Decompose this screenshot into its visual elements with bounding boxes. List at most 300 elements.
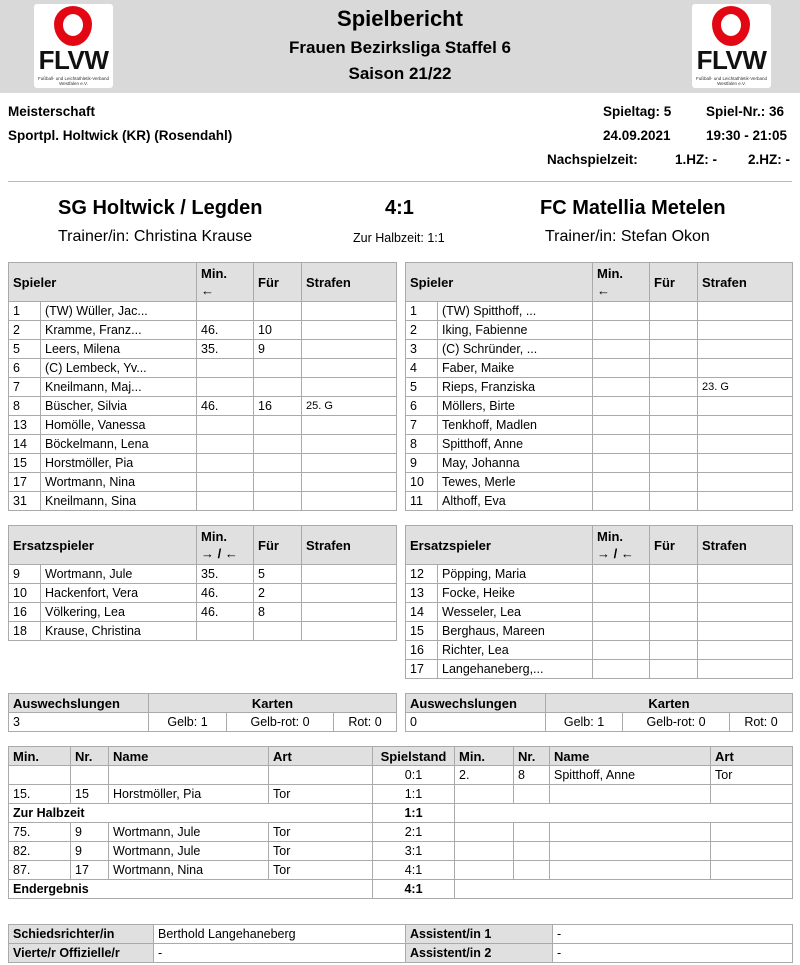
min-header: Min. → / ← <box>593 526 650 565</box>
player-for <box>650 378 698 397</box>
player-name: Wortmann, Jule <box>41 565 197 584</box>
player-row <box>406 435 793 454</box>
player-minute <box>593 603 650 622</box>
event-nr <box>71 766 109 785</box>
player-row <box>9 302 397 321</box>
logo-subtext: Fußball- und Leichtathletik-Verband Westfalen e.V. <box>37 76 110 86</box>
player-minute <box>197 416 254 435</box>
event-aname <box>550 842 711 861</box>
player-name: Berghaus, Mareen <box>438 622 593 641</box>
player-row <box>9 435 397 454</box>
event-row <box>9 785 793 804</box>
player-name: Kneilmann, Maj... <box>41 378 197 397</box>
officials-table <box>8 924 793 963</box>
event-row <box>9 766 793 785</box>
player-row <box>406 473 793 492</box>
player-minute <box>593 641 650 660</box>
event-row <box>9 880 793 899</box>
player-minute <box>593 435 650 454</box>
player-row <box>9 340 397 359</box>
player-penalty <box>698 302 793 321</box>
home-subs-table <box>8 525 397 641</box>
player-name: Horstmöller, Pia <box>41 454 197 473</box>
event-art: Tor <box>269 842 373 861</box>
player-number: 16 <box>9 603 41 622</box>
match-number: Spiel-Nr.: 36 <box>706 104 785 119</box>
player-for <box>254 492 302 511</box>
event-score: 2:1 <box>373 823 455 842</box>
player-name: Böckelmann, Lena <box>41 435 197 454</box>
player-name: Spitthoff, Anne <box>438 435 593 454</box>
away-players-table <box>405 262 793 511</box>
player-number: 10 <box>9 584 41 603</box>
for-header: Für <box>650 526 698 565</box>
event-anr <box>514 842 550 861</box>
player-name: Wortmann, Nina <box>41 473 197 492</box>
player-penalty <box>698 473 793 492</box>
player-name: Büscher, Silvia <box>41 397 197 416</box>
player-row <box>406 492 793 511</box>
player-minute: 46. <box>197 397 254 416</box>
event-row <box>9 842 793 861</box>
report-header <box>0 0 800 93</box>
referee-name: Berthold Langehaneberg <box>154 925 406 944</box>
red-cards: Rot: 0 <box>730 713 793 732</box>
event-score: 1:1 <box>373 785 455 804</box>
player-penalty <box>302 378 397 397</box>
player-row <box>406 660 793 679</box>
substitutions-header: Auswechslungen <box>406 694 546 713</box>
event-empty <box>455 880 793 899</box>
yellow-cards: Gelb: 1 <box>149 713 227 732</box>
player-number: 12 <box>406 565 438 584</box>
event-name <box>109 766 269 785</box>
player-for <box>650 584 698 603</box>
event-amin: 2. <box>455 766 514 785</box>
event-score: 4:1 <box>373 861 455 880</box>
event-aart <box>711 861 793 880</box>
player-row <box>9 473 397 492</box>
player-number: 1 <box>406 302 438 321</box>
player-penalty <box>698 492 793 511</box>
player-name: Tewes, Merle <box>438 473 593 492</box>
player-for <box>254 454 302 473</box>
event-name: Wortmann, Nina <box>109 861 269 880</box>
player-name: Althoff, Eva <box>438 492 593 511</box>
player-for: 9 <box>254 340 302 359</box>
player-for <box>650 397 698 416</box>
player-for: 2 <box>254 584 302 603</box>
player-number: 10 <box>406 473 438 492</box>
player-name: Hackenfort, Vera <box>41 584 197 603</box>
logo-subtext: Fußball- und Leichtathletik-Verband Westfalen e.V. <box>695 76 768 86</box>
player-for <box>254 435 302 454</box>
player-name: Langehaneberg,... <box>438 660 593 679</box>
player-name: May, Johanna <box>438 454 593 473</box>
player-row <box>9 622 397 641</box>
nr-header: Nr. <box>514 747 550 766</box>
event-label: Endergebnis <box>9 880 373 899</box>
player-penalty <box>302 435 397 454</box>
min-header: Min. <box>9 747 71 766</box>
player-for <box>650 302 698 321</box>
event-score: 1:1 <box>373 804 455 823</box>
player-for <box>254 378 302 397</box>
player-number: 3 <box>406 340 438 359</box>
player-minute <box>197 622 254 641</box>
player-penalty <box>698 454 793 473</box>
player-for: 10 <box>254 321 302 340</box>
player-number: 17 <box>9 473 41 492</box>
player-penalty <box>302 302 397 321</box>
player-for <box>254 622 302 641</box>
penalties-header: Strafen <box>302 526 397 565</box>
player-penalty <box>698 340 793 359</box>
nr-header: Nr. <box>71 747 109 766</box>
event-aname <box>550 785 711 804</box>
event-min: 87. <box>9 861 71 880</box>
venue: Sportpl. Holtwick (KR) (Rosendahl) <box>8 128 233 143</box>
player-row <box>9 454 397 473</box>
player-number: 6 <box>9 359 41 378</box>
player-penalty <box>302 622 397 641</box>
event-amin <box>455 842 514 861</box>
player-penalty <box>698 660 793 679</box>
yellow-cards: Gelb: 1 <box>546 713 623 732</box>
event-nr: 15 <box>71 785 109 804</box>
player-penalty <box>302 340 397 359</box>
season: Saison 21/22 <box>348 64 452 83</box>
player-for <box>650 622 698 641</box>
player-minute <box>593 660 650 679</box>
yellow-red-cards: Gelb-rot: 0 <box>227 713 334 732</box>
player-minute: 46. <box>197 603 254 622</box>
event-score: 0:1 <box>373 766 455 785</box>
event-anr <box>514 861 550 880</box>
player-row <box>406 321 793 340</box>
player-name: Richter, Lea <box>438 641 593 660</box>
player-name: Krause, Christina <box>41 622 197 641</box>
event-nr: 17 <box>71 861 109 880</box>
player-minute: 35. <box>197 340 254 359</box>
player-row <box>406 565 793 584</box>
player-penalty <box>698 641 793 660</box>
final-score: 4:1 <box>385 197 414 219</box>
player-row <box>406 302 793 321</box>
player-name: Wesseler, Lea <box>438 603 593 622</box>
event-name: Horstmöller, Pia <box>109 785 269 804</box>
red-cards: Rot: 0 <box>334 713 397 732</box>
player-number: 18 <box>9 622 41 641</box>
player-for <box>650 603 698 622</box>
player-name: Faber, Maike <box>438 359 593 378</box>
player-name: Kneilmann, Sina <box>41 492 197 511</box>
players-header: Spieler <box>406 263 593 302</box>
event-nr: 9 <box>71 823 109 842</box>
player-minute <box>593 473 650 492</box>
player-name: Völkering, Lea <box>41 603 197 622</box>
player-penalty <box>698 359 793 378</box>
away-team-name: FC Matellia Metelen <box>540 197 726 219</box>
penalties-header: Strafen <box>698 526 793 565</box>
player-penalty <box>302 321 397 340</box>
event-aname <box>550 823 711 842</box>
player-minute <box>197 473 254 492</box>
player-row <box>9 359 397 378</box>
player-minute <box>593 454 650 473</box>
assistant2-label: Assistent/in 2 <box>406 944 553 963</box>
player-penalty <box>302 416 397 435</box>
player-minute <box>593 321 650 340</box>
player-minute: 35. <box>197 565 254 584</box>
player-for <box>650 454 698 473</box>
player-for: 8 <box>254 603 302 622</box>
event-art: Tor <box>269 861 373 880</box>
player-for <box>650 473 698 492</box>
first-half-extra: 1.HZ: - <box>675 152 717 167</box>
player-minute <box>197 454 254 473</box>
player-number: 14 <box>406 603 438 622</box>
event-score: 3:1 <box>373 842 455 861</box>
halftime-score: Zur Halbzeit: 1:1 <box>353 231 445 245</box>
player-number: 9 <box>406 454 438 473</box>
player-penalty <box>302 565 397 584</box>
substitutions-count: 0 <box>406 713 546 732</box>
penalties-header: Strafen <box>698 263 793 302</box>
player-number: 5 <box>406 378 438 397</box>
player-number: 8 <box>406 435 438 454</box>
player-number: 13 <box>9 416 41 435</box>
player-name: Kramme, Franz... <box>41 321 197 340</box>
player-for <box>254 416 302 435</box>
event-aart <box>711 785 793 804</box>
player-minute <box>593 359 650 378</box>
player-for <box>650 340 698 359</box>
player-for <box>254 473 302 492</box>
player-name: Tenkhoff, Madlen <box>438 416 593 435</box>
player-for <box>650 359 698 378</box>
for-header: Für <box>650 263 698 302</box>
player-name: Focke, Heike <box>438 584 593 603</box>
extra-time-label: Nachspielzeit: <box>547 152 638 167</box>
player-minute <box>197 435 254 454</box>
event-score: 4:1 <box>373 880 455 899</box>
player-penalty <box>302 473 397 492</box>
player-penalty <box>698 321 793 340</box>
events-table <box>8 746 793 899</box>
player-row <box>406 416 793 435</box>
player-row <box>9 397 397 416</box>
match-time: 19:30 - 21:05 <box>706 128 788 143</box>
for-header: Für <box>254 263 302 302</box>
player-name: (C) Schründer, ... <box>438 340 593 359</box>
player-row <box>406 622 793 641</box>
event-min: 82. <box>9 842 71 861</box>
player-minute: 46. <box>197 584 254 603</box>
player-number: 6 <box>406 397 438 416</box>
event-min <box>9 766 71 785</box>
player-for <box>254 302 302 321</box>
event-anr <box>514 823 550 842</box>
standing-header: Spielstand <box>373 747 455 766</box>
player-name: Homölle, Vanessa <box>41 416 197 435</box>
player-number: 2 <box>406 321 438 340</box>
player-penalty <box>302 584 397 603</box>
player-number: 7 <box>406 416 438 435</box>
away-trainer: Trainer/in: Stefan Okon <box>545 228 710 245</box>
logo-text: FLVW <box>696 45 767 75</box>
player-minute <box>197 359 254 378</box>
min-header: Min. → / ← <box>197 526 254 565</box>
page-title: Spielbericht <box>337 6 463 31</box>
player-penalty: 25. G <box>302 397 397 416</box>
players-header: Spieler <box>9 263 197 302</box>
event-aname: Spitthoff, Anne <box>550 766 711 785</box>
event-amin <box>455 861 514 880</box>
player-for <box>650 416 698 435</box>
substitutions-count: 3 <box>9 713 149 732</box>
player-for: 5 <box>254 565 302 584</box>
event-aart: Tor <box>711 766 793 785</box>
player-minute <box>593 340 650 359</box>
subs-header: Ersatzspieler <box>406 526 593 565</box>
player-penalty <box>698 584 793 603</box>
cards-header: Karten <box>149 694 397 713</box>
substitutions-header: Auswechslungen <box>9 694 149 713</box>
event-amin <box>455 823 514 842</box>
event-aart <box>711 823 793 842</box>
player-row <box>406 359 793 378</box>
event-empty <box>455 804 793 823</box>
home-cards-table <box>8 693 397 732</box>
event-name: Wortmann, Jule <box>109 823 269 842</box>
assistant1-name: - <box>553 925 793 944</box>
player-number: 8 <box>9 397 41 416</box>
player-minute <box>593 416 650 435</box>
player-row <box>406 603 793 622</box>
event-nr: 9 <box>71 842 109 861</box>
away-cards-table <box>405 693 793 732</box>
name-header: Name <box>109 747 269 766</box>
fourth-official-name: - <box>154 944 406 963</box>
player-number: 11 <box>406 492 438 511</box>
player-row <box>406 378 793 397</box>
type-header: Art <box>269 747 373 766</box>
for-header: Für <box>254 526 302 565</box>
player-name: Möllers, Birte <box>438 397 593 416</box>
event-aname <box>550 861 711 880</box>
player-for <box>650 492 698 511</box>
yellow-red-cards: Gelb-rot: 0 <box>623 713 730 732</box>
player-penalty <box>698 435 793 454</box>
player-minute <box>593 302 650 321</box>
event-anr <box>514 785 550 804</box>
player-number: 2 <box>9 321 41 340</box>
match-date: 24.09.2021 <box>603 128 671 143</box>
player-row <box>9 321 397 340</box>
player-name: (C) Lembeck, Yv... <box>41 359 197 378</box>
player-name: (TW) Wüller, Jac... <box>41 302 197 321</box>
league-name: Frauen Bezirksliga Staffel 6 <box>288 38 512 57</box>
event-min: 15. <box>9 785 71 804</box>
player-name: Iking, Fabienne <box>438 321 593 340</box>
player-minute: 46. <box>197 321 254 340</box>
player-penalty <box>302 603 397 622</box>
player-row <box>9 416 397 435</box>
event-label: Zur Halbzeit <box>9 804 373 823</box>
player-row <box>406 397 793 416</box>
player-minute <box>197 378 254 397</box>
home-players-table <box>8 262 397 511</box>
event-row <box>9 861 793 880</box>
event-aart <box>711 842 793 861</box>
event-art <box>269 766 373 785</box>
subs-header: Ersatzspieler <box>9 526 197 565</box>
player-penalty <box>698 397 793 416</box>
assistant2-name: - <box>553 944 793 963</box>
competition: Meisterschaft <box>8 104 96 119</box>
player-number: 15 <box>406 622 438 641</box>
player-penalty: 23. G <box>698 378 793 397</box>
event-min: 75. <box>9 823 71 842</box>
player-for <box>650 565 698 584</box>
player-penalty <box>698 603 793 622</box>
player-minute <box>593 622 650 641</box>
player-number: 13 <box>406 584 438 603</box>
type-header: Art <box>711 747 793 766</box>
player-row <box>406 340 793 359</box>
player-number: 31 <box>9 492 41 511</box>
player-minute <box>593 397 650 416</box>
event-art: Tor <box>269 823 373 842</box>
divider <box>8 181 792 182</box>
penalties-header: Strafen <box>302 263 397 302</box>
player-for <box>650 660 698 679</box>
player-row <box>9 565 397 584</box>
away-subs-table <box>405 525 793 679</box>
cards-header: Karten <box>546 694 793 713</box>
min-header: Min. ← <box>593 263 650 302</box>
player-minute <box>593 378 650 397</box>
event-row <box>9 823 793 842</box>
player-minute <box>197 302 254 321</box>
event-name: Wortmann, Jule <box>109 842 269 861</box>
player-penalty <box>698 622 793 641</box>
player-minute <box>593 492 650 511</box>
home-team-name: SG Holtwick / Legden <box>58 197 263 219</box>
player-minute <box>593 565 650 584</box>
player-for <box>254 359 302 378</box>
player-number: 5 <box>9 340 41 359</box>
min-header: Min. ← <box>197 263 254 302</box>
player-for <box>650 435 698 454</box>
player-minute <box>197 492 254 511</box>
matchday: Spieltag: 5 <box>603 104 672 119</box>
min-header: Min. <box>455 747 514 766</box>
player-row <box>406 641 793 660</box>
player-row <box>9 603 397 622</box>
player-number: 15 <box>9 454 41 473</box>
player-row <box>9 584 397 603</box>
event-row <box>9 804 793 823</box>
player-number: 16 <box>406 641 438 660</box>
player-row <box>406 584 793 603</box>
player-number: 14 <box>9 435 41 454</box>
event-art: Tor <box>269 785 373 804</box>
player-row <box>406 454 793 473</box>
player-penalty <box>302 359 397 378</box>
player-penalty <box>302 454 397 473</box>
